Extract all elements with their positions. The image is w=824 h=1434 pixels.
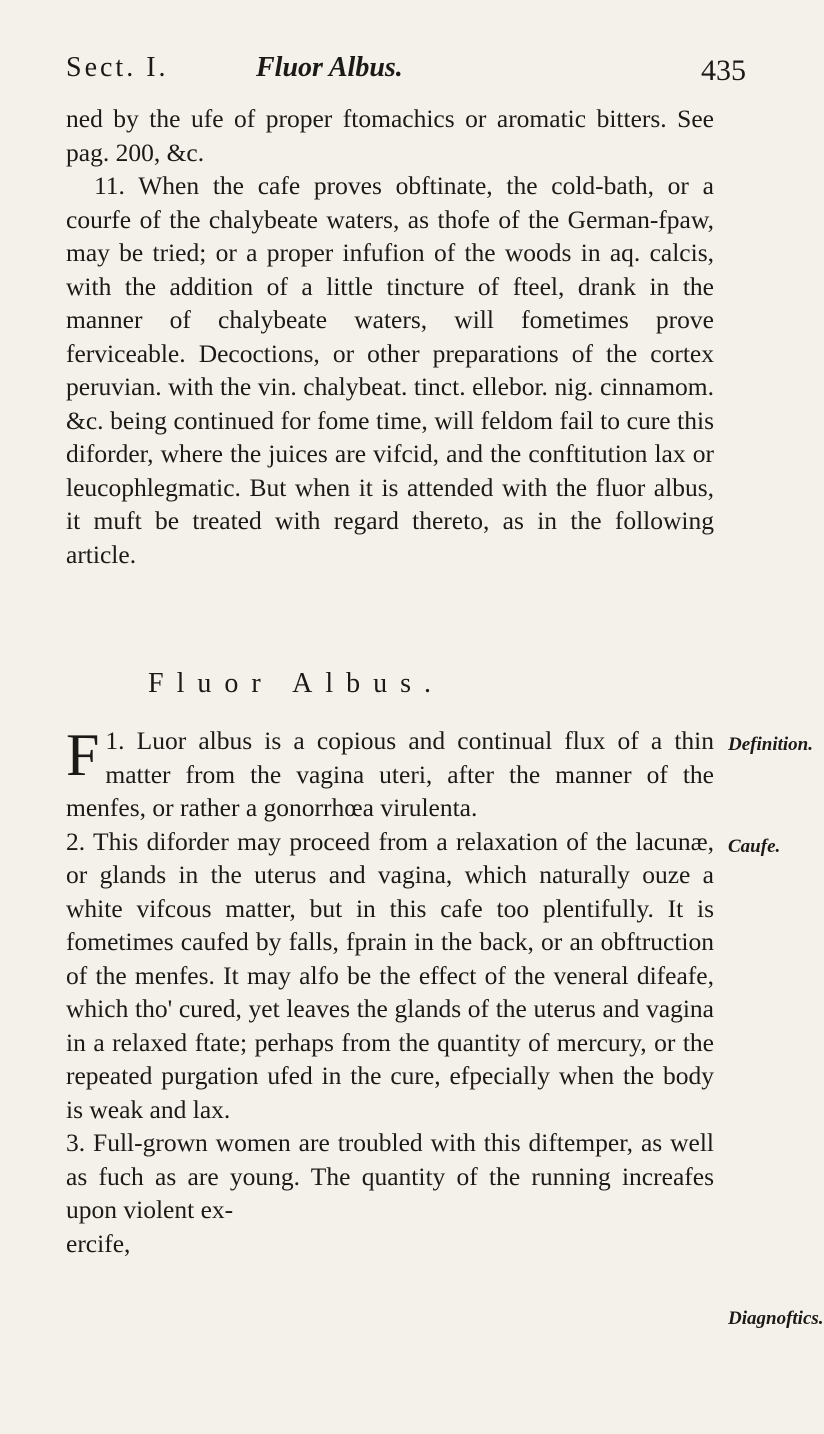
paragraph-3: 3. Full-grown women are troubled with this diftemper, as well as fuch as are young. The quantity of the running increafes upon violent ex- xyxy=(66,1128,714,1224)
paragraph-2: 2. This diforder may proceed from a relaxation of the lacunæ, or glands in the uterus and vagina, which naturally ouze a white vifcous matter, but in this cafe too plentifully. It is fometimes caufed by falls, fprain in the back, or an obftruction of the menfes. It may alfo be the effect of the veneral difeafe, which tho' cured, yet leaves the glands of the uterus and vagina in a relaxed ftate; perhaps from the quantity of mercury, or the repeated purgation ufed in the cure, efpecially when the body is weak and lax. xyxy=(66,826,714,1124)
paragraph-number: 1. xyxy=(105,726,125,755)
last-line: ercife, xyxy=(66,1228,131,1258)
page-number: 435 xyxy=(701,54,746,87)
margin-note-definition: Definition. xyxy=(728,734,813,755)
section-heading: Fluor Albus. xyxy=(148,668,445,699)
paragraph-1 xyxy=(66,724,714,825)
section-label: Sect. I. xyxy=(66,52,169,83)
paragraph-1-text: Luor albus is a copious and continual flux of a thin matter from the vagina uteri, after the manner of the menfes, or rather a gonorrhœa virulenta. xyxy=(66,726,715,822)
margin-note-cause: Caufe. xyxy=(728,836,781,857)
running-title: Fluor Albus. xyxy=(256,52,403,83)
running-header xyxy=(66,52,746,96)
continued-paragraph: ned by the ufe of proper ftomachics or aromatic bitters. See pag. 200, &c. xyxy=(66,104,714,167)
drop-cap: F xyxy=(66,722,100,788)
fluor-albus-text xyxy=(66,724,714,1260)
paragraph-11: 11. When the cafe proves obftinate, the cold-bath, or a courfe of the chalybeate waters, as thofe of the German-fpaw, may be tried; or a proper infufion of the woods in aq. calcis, with the addition of a little tincture of fteel, drank in the manner of chalybeate waters, will fometimes prove ferviceable. Decoctions, or other preparations of the cortex peruvian. with the vin. chalybeat. tinct. ellebor. nig. cinnamom. &c. being continued for fome time, will feldom fail to cure this diforder, where the juices are vifcid, and the conftitution lax or leucophlegmatic. But when it is attended with the fluor albus, it muft be treated with regard thereto, as in the following article. xyxy=(66,171,714,569)
margin-note-diagnostics: Diagnoftics. xyxy=(728,1308,824,1329)
top-text-block xyxy=(66,102,714,571)
